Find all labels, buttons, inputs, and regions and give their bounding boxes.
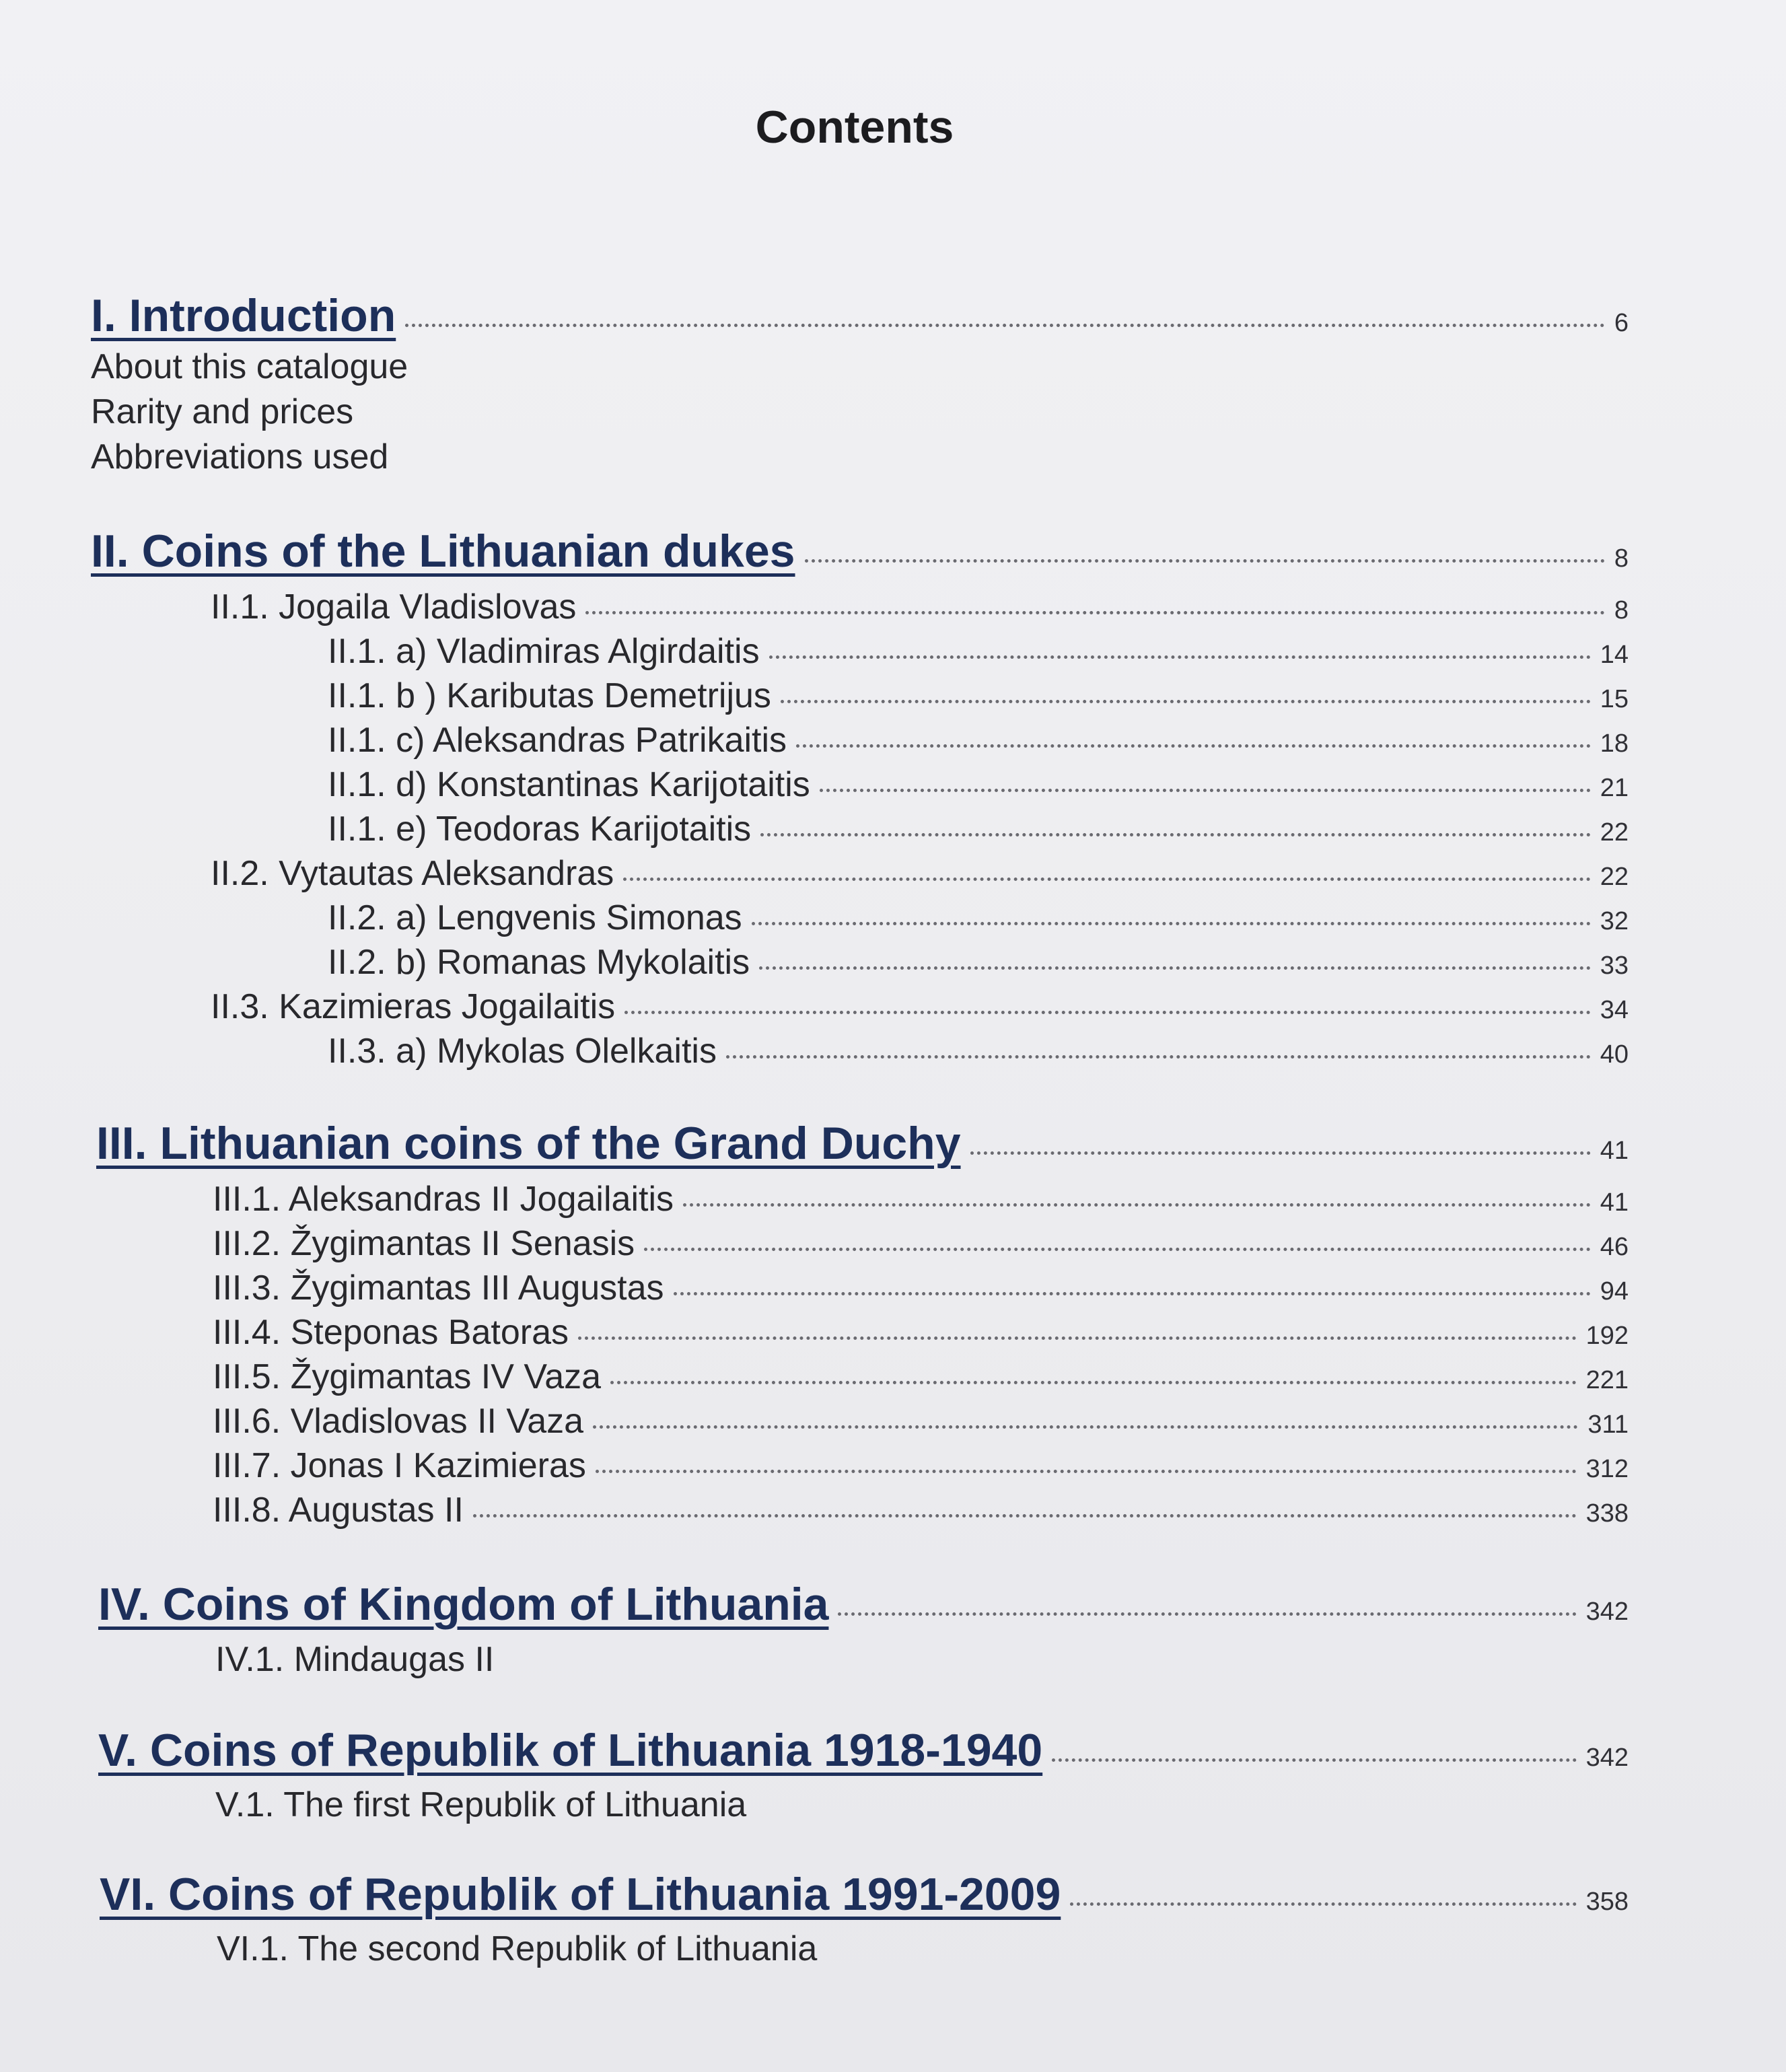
- toc-item[interactable]: [213, 1357, 1629, 1397]
- toc-item-title: II.3. Kazimieras Jogailaitis: [211, 987, 616, 1026]
- toc-page-number: 21: [1600, 774, 1629, 802]
- dot-leader: [610, 1381, 1577, 1384]
- dot-leader: [644, 1248, 1591, 1251]
- dot-leader: [970, 1151, 1591, 1155]
- toc-page-number: 192: [1585, 1322, 1629, 1350]
- toc-section-title: III. Lithuanian coins of the Grand Duchy: [96, 1118, 961, 1169]
- toc-item-title: III.1. Aleksandras II Jogailaitis: [213, 1180, 674, 1219]
- dot-leader: [781, 700, 1591, 703]
- toc-page-number: 34: [1600, 996, 1629, 1024]
- toc-section-title: IV. Coins of Kingdom of Lithuania: [98, 1579, 829, 1630]
- toc-section-introduction[interactable]: [91, 289, 1629, 342]
- toc-item-title: Abbreviations used: [91, 437, 389, 476]
- toc-item-title: III.3. Žygimantas III Augustas: [213, 1269, 664, 1308]
- dot-leader: [1052, 1758, 1576, 1762]
- dot-leader: [578, 1336, 1577, 1340]
- toc-item-title: III.5. Žygimantas IV Vaza: [213, 1357, 602, 1396]
- toc-page-number: 14: [1600, 641, 1629, 669]
- toc-item-title: II.2. a) Lengvenis Simonas: [328, 898, 742, 937]
- dot-leader: [674, 1292, 1591, 1295]
- dot-leader: [820, 789, 1591, 792]
- toc-item[interactable]: [213, 1401, 1629, 1441]
- toc-section-title: I. Introduction: [91, 290, 396, 341]
- toc-item[interactable]: [213, 1312, 1629, 1353]
- toc-item-title: III.4. Steponas Batoras: [213, 1313, 569, 1352]
- toc-item-title: III.8. Augustas II: [213, 1491, 464, 1530]
- toc-item[interactable]: [213, 1445, 1629, 1486]
- toc-item[interactable]: [211, 853, 1629, 894]
- toc-item[interactable]: [213, 1490, 1629, 1530]
- toc-page-number: 8: [1614, 544, 1629, 573]
- dot-leader: [405, 324, 1605, 327]
- toc-item[interactable]: [328, 1031, 1629, 1071]
- dot-leader: [838, 1612, 1576, 1616]
- toc-item-rarity[interactable]: [91, 392, 353, 432]
- dot-leader: [473, 1514, 1577, 1517]
- toc-item-title: III.2. Žygimantas II Senasis: [213, 1224, 635, 1263]
- toc-item[interactable]: [328, 631, 1629, 672]
- toc-section-title: V. Coins of Republik of Lithuania 1918-1940: [98, 1725, 1043, 1776]
- toc-item[interactable]: [328, 898, 1629, 938]
- toc-item-title: About this catalogue: [91, 347, 408, 386]
- toc-item-abbreviations[interactable]: [91, 437, 388, 477]
- toc-page-number: 33: [1600, 952, 1629, 980]
- toc-item[interactable]: [328, 942, 1629, 983]
- toc-item-about[interactable]: [91, 347, 408, 387]
- toc-page-number: 221: [1585, 1366, 1629, 1394]
- toc-item[interactable]: [328, 809, 1629, 849]
- toc-section-title: VI. Coins of Republik of Lithuania 1991-2009: [100, 1869, 1061, 1920]
- dot-leader: [683, 1203, 1591, 1207]
- toc-page-number: 22: [1600, 863, 1629, 891]
- toc-section-republic-1991[interactable]: [100, 1868, 1629, 1921]
- toc-item[interactable]: [215, 1785, 746, 1825]
- toc-item-title: II.1. c) Aleksandras Patrikaitis: [328, 721, 787, 760]
- toc-item[interactable]: [213, 1268, 1629, 1308]
- dot-leader: [585, 611, 1604, 614]
- toc-page-number: 338: [1585, 1499, 1629, 1528]
- toc-page-number: 32: [1600, 907, 1629, 935]
- dot-leader: [624, 1011, 1591, 1014]
- toc-page-number: 18: [1600, 729, 1629, 758]
- toc-item-title: III.7. Jonas I Kazimieras: [213, 1446, 586, 1485]
- toc-page-number: 311: [1587, 1410, 1629, 1439]
- dot-leader: [623, 878, 1590, 881]
- toc-section-republic-1918[interactable]: [98, 1724, 1629, 1777]
- toc-item[interactable]: [211, 587, 1629, 627]
- toc-item-title: VI.1. The second Republik of Lithuania: [217, 1929, 818, 1968]
- toc-item-title: II.2. b) Romanas Mykolaitis: [328, 943, 750, 982]
- toc-section-title: II. Coins of the Lithuanian dukes: [91, 526, 795, 577]
- toc-page-number: 342: [1585, 1598, 1629, 1626]
- toc-page-number: 46: [1600, 1233, 1629, 1261]
- toc-item-title: Rarity and prices: [91, 392, 354, 431]
- dot-leader: [752, 922, 1591, 925]
- toc-item-title: II.1. a) Vladimiras Algirdaitis: [328, 632, 760, 671]
- toc-page-number: 94: [1600, 1277, 1629, 1306]
- toc-page-number: 41: [1600, 1137, 1629, 1165]
- toc-item-title: III.6. Vladislovas II Vaza: [213, 1402, 584, 1441]
- dot-leader: [726, 1055, 1591, 1059]
- toc-page-number: 41: [1600, 1188, 1629, 1217]
- toc-item-title: II.1. d) Konstantinas Karijotaitis: [328, 765, 810, 804]
- toc-page-number: 15: [1600, 685, 1629, 713]
- toc-section-kingdom[interactable]: [98, 1578, 1629, 1631]
- toc-item[interactable]: [213, 1223, 1629, 1264]
- toc-section-grand-duchy[interactable]: [96, 1117, 1629, 1170]
- dot-leader: [759, 966, 1591, 970]
- toc-item-title: II.1. e) Teodoras Karijotaitis: [328, 810, 752, 849]
- page-title: Contents: [755, 102, 954, 153]
- dot-leader: [760, 833, 1591, 836]
- toc-item[interactable]: [213, 1179, 1629, 1219]
- toc-item-title: II.3. a) Mykolas Olelkaitis: [328, 1032, 717, 1071]
- dot-leader: [596, 1470, 1577, 1473]
- dot-leader: [1070, 1902, 1576, 1906]
- toc-item[interactable]: [217, 1929, 817, 1969]
- dot-leader: [805, 559, 1605, 563]
- toc-item[interactable]: [328, 764, 1629, 805]
- toc-item[interactable]: [215, 1639, 494, 1680]
- toc-page-number: 22: [1600, 818, 1629, 847]
- toc-item[interactable]: [328, 720, 1629, 760]
- dot-leader: [796, 744, 1591, 748]
- toc-item[interactable]: [328, 676, 1629, 716]
- toc-section-dukes[interactable]: [91, 525, 1629, 577]
- toc-item-title: II.2. Vytautas Aleksandras: [211, 854, 614, 893]
- toc-item-title: IV.1. Mindaugas II: [215, 1640, 495, 1679]
- toc-page-number: 6: [1614, 309, 1629, 337]
- toc-page-number: 342: [1585, 1744, 1629, 1772]
- toc-item-title: V.1. The first Republik of Lithuania: [215, 1785, 747, 1824]
- toc-page-number: 312: [1585, 1455, 1629, 1483]
- toc-item[interactable]: [211, 987, 1629, 1027]
- toc-page-number: 40: [1600, 1040, 1629, 1069]
- dot-leader: [593, 1425, 1578, 1429]
- toc-page-number: 358: [1585, 1888, 1629, 1916]
- toc-item-title: II.1. Jogaila Vladislovas: [211, 587, 577, 627]
- dot-leader: [769, 655, 1591, 659]
- toc-page-number: 8: [1614, 596, 1629, 624]
- toc-item-title: II.1. b ) Kaributas Demetrijus: [328, 676, 771, 715]
